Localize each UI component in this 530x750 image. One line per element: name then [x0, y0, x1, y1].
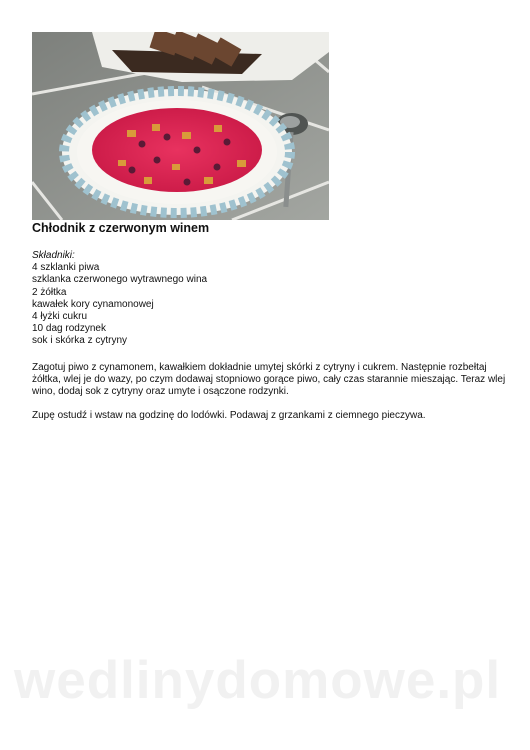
ingredient-item: sok i skórka z cytryny [32, 335, 128, 347]
recipe-title: Chłodnik z czerwonym winem [32, 221, 210, 235]
ingredient-item: 2 żółtka [32, 286, 67, 298]
soup-bowl-photo [32, 32, 329, 220]
ingredient-item: 4 łyżki cukru [32, 311, 88, 323]
ingredient-item: szklanka czerwonego wytrawnego wina [32, 274, 208, 286]
watermark: wedlinydomowe.pl [14, 651, 502, 710]
ingredients-label: Składniki: [32, 250, 75, 261]
ingredients-section [32, 250, 207, 348]
ingredient-item: 10 dag rodzynek [32, 323, 106, 335]
instructions-paragraph: Zagotuj piwo z cynamonem, kawałkiem dokładnie umytej skórki z cytryny i cukrem. Następnie rozbełtaj żółtka, wlej je do wazy, po czym dodawaj stopniowo gorące piwo, cały czas starannie mieszając. Teraz wlej wino, dodaj sok z cytryny oraz umyte i osączone rodzynki. [32, 362, 506, 398]
ingredients-list [32, 262, 207, 347]
ingredient-item: kawałek kory cynamonowej [32, 298, 154, 310]
ingredient-item: 4 szklanki piwa [32, 262, 100, 274]
soup-photo [32, 32, 329, 220]
serving-paragraph: Zupę ostudź i wstaw na godzinę do lodówki. Podawaj z grzankami z ciemnego pieczywa. [32, 410, 426, 421]
